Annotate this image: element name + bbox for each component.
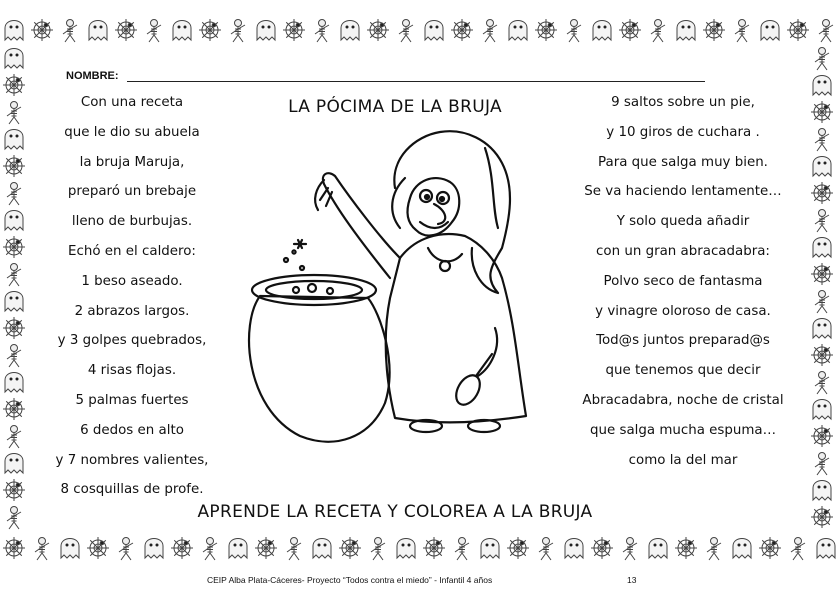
ghost-icon (89, 21, 107, 41)
cauldron-icon (249, 296, 389, 442)
ghost-icon (509, 21, 527, 41)
spider-web-icon (199, 19, 221, 41)
skeleton-icon (119, 538, 133, 561)
verse-line: Con una receta (80, 95, 184, 110)
verse-line: Abracadabra, noche de cristal (582, 392, 784, 408)
ghost-icon (257, 21, 275, 41)
spider-web-icon (787, 19, 809, 41)
verse-line: 2 abrazos largos. (74, 303, 190, 319)
skeleton-icon (815, 453, 829, 476)
poem-left-column (22, 92, 242, 509)
ghost-icon (677, 21, 695, 41)
verse-line: 9 saltos sobre un pie, (611, 95, 755, 110)
ghost-icon (593, 21, 611, 41)
spider-web-icon (451, 19, 473, 41)
ghost-icon (229, 539, 247, 559)
ghost-icon (813, 319, 831, 339)
skeleton-icon (7, 345, 21, 368)
verse-line: y 10 giros de cuchara . (606, 124, 760, 140)
verse-line: Echó en el caldero: (68, 243, 196, 259)
skeleton-icon (63, 20, 77, 43)
verse-line: con un gran abracadabra: (596, 243, 770, 259)
ghost-icon (313, 539, 331, 559)
spider-web-icon (31, 19, 53, 41)
skeleton-icon (371, 538, 385, 561)
skeleton-icon (815, 129, 829, 152)
verse-line: 1 beso aseado. (81, 273, 183, 289)
ghost-icon (61, 539, 79, 559)
spider-web-icon (811, 101, 833, 123)
skeleton-icon (791, 538, 805, 561)
spider-web-icon (87, 537, 109, 559)
ghost-icon (5, 49, 23, 69)
skeleton-icon (815, 291, 829, 314)
spider-web-icon (339, 537, 361, 559)
ghost-icon (813, 481, 831, 501)
verse-line: la bruja Maruja, (79, 154, 185, 170)
verse-line: Y solo queda añadir (616, 214, 750, 230)
skeleton-icon (815, 48, 829, 71)
verse-line: Polvo seco de fantasma (603, 273, 763, 289)
ghost-icon (813, 157, 831, 177)
footer-credit: CEIP Alba Plata-Cáceres- Proyecto “Todos contra el miedo” - Infantil 4 años (207, 575, 493, 585)
skeleton-icon (35, 538, 49, 561)
skeleton-icon (815, 210, 829, 233)
poem-right-column (568, 92, 798, 479)
ghost-icon (173, 21, 191, 41)
spider-web-icon (3, 537, 25, 559)
skeleton-icon (623, 538, 637, 561)
page-title: LA PÓCIMA DE LA BRUJA (288, 97, 502, 117)
skeleton-icon (567, 20, 581, 43)
spider-web-icon (507, 537, 529, 559)
witch-cauldron-illustration (240, 118, 540, 448)
verse-line: Se va haciendo lentamente… (584, 184, 782, 200)
verse-line: y 3 golpes quebrados, (57, 333, 207, 349)
verse-line: lleno de burbujas. (71, 214, 193, 230)
coloring-instruction: APRENDE LA RECETA Y COLOREA A LA BRUJA (197, 502, 593, 522)
skeleton-icon (399, 20, 413, 43)
skeleton-icon (7, 183, 21, 206)
skeleton-icon (147, 20, 161, 43)
spider-web-icon (703, 19, 725, 41)
spider-web-icon (811, 344, 833, 366)
name-field-line[interactable] (127, 81, 705, 82)
skeleton-icon (231, 20, 245, 43)
skeleton-icon (735, 20, 749, 43)
spider-web-icon (811, 425, 833, 447)
page-number: 13 (627, 575, 637, 585)
ghost-icon (341, 21, 359, 41)
ghost-icon (5, 21, 23, 41)
verse-line: 4 risas flojas. (87, 363, 177, 379)
ghost-icon (5, 373, 23, 393)
spider-web-icon (423, 537, 445, 559)
verse-line: y vinagre oloroso de casa. (595, 303, 771, 319)
ghost-icon (425, 21, 443, 41)
skeleton-icon (7, 102, 21, 125)
verse-line: como la del mar (628, 452, 738, 468)
spider-web-icon (171, 537, 193, 559)
spider-web-icon (811, 182, 833, 204)
verse-line: Para que salga muy bien. (598, 154, 768, 170)
ghost-icon (481, 539, 499, 559)
verse-line: Tod@s juntos preparad@s (596, 333, 770, 349)
ghost-icon (145, 539, 163, 559)
ghost-icon (5, 130, 23, 150)
skeleton-icon (203, 538, 217, 561)
ghost-icon (5, 292, 23, 312)
skeleton-icon (539, 538, 553, 561)
ghost-icon (5, 211, 23, 231)
spider-web-icon (675, 537, 697, 559)
ghost-icon (813, 238, 831, 258)
skeleton-icon (707, 538, 721, 561)
ghost-icon (817, 539, 835, 559)
skeleton-icon (815, 372, 829, 395)
ghost-icon (5, 454, 23, 474)
verse-line: 6 dedos en alto (80, 422, 184, 438)
spider-web-icon (115, 19, 137, 41)
spider-web-icon (811, 263, 833, 285)
spider-web-icon (619, 19, 641, 41)
spider-web-icon (591, 537, 613, 559)
skeleton-icon (7, 426, 21, 449)
spider-web-icon (367, 19, 389, 41)
skeleton-icon (819, 20, 833, 43)
skeleton-icon (7, 507, 21, 530)
ghost-icon (813, 400, 831, 420)
verse-line: preparó un brebaje (67, 184, 197, 200)
ghost-icon (813, 76, 831, 96)
spider-web-icon (535, 19, 557, 41)
ghost-icon (761, 21, 779, 41)
verse-line: 5 palmas fuertes (75, 392, 189, 408)
skeleton-icon (287, 538, 301, 561)
skeleton-icon (455, 538, 469, 561)
ghost-icon (649, 539, 667, 559)
verse-line: 8 cosquillas de profe. (60, 482, 204, 498)
spider-web-icon (255, 537, 277, 559)
ghost-icon (733, 539, 751, 559)
spider-web-icon (811, 506, 833, 528)
skeleton-icon (7, 264, 21, 287)
skeleton-icon (483, 20, 497, 43)
name-label: NOMBRE: (66, 70, 119, 82)
verse-line: y 7 nombres valientes, (55, 452, 209, 468)
verse-line: que le dio su abuela (64, 124, 200, 140)
verse-line: que tenemos que decir (605, 363, 761, 379)
spider-web-icon (283, 19, 305, 41)
ghost-icon (565, 539, 583, 559)
verse-line: que salga mucha espuma… (589, 422, 777, 438)
skeleton-icon (315, 20, 329, 43)
skeleton-icon (651, 20, 665, 43)
ghost-icon (397, 539, 415, 559)
spider-web-icon (759, 537, 781, 559)
